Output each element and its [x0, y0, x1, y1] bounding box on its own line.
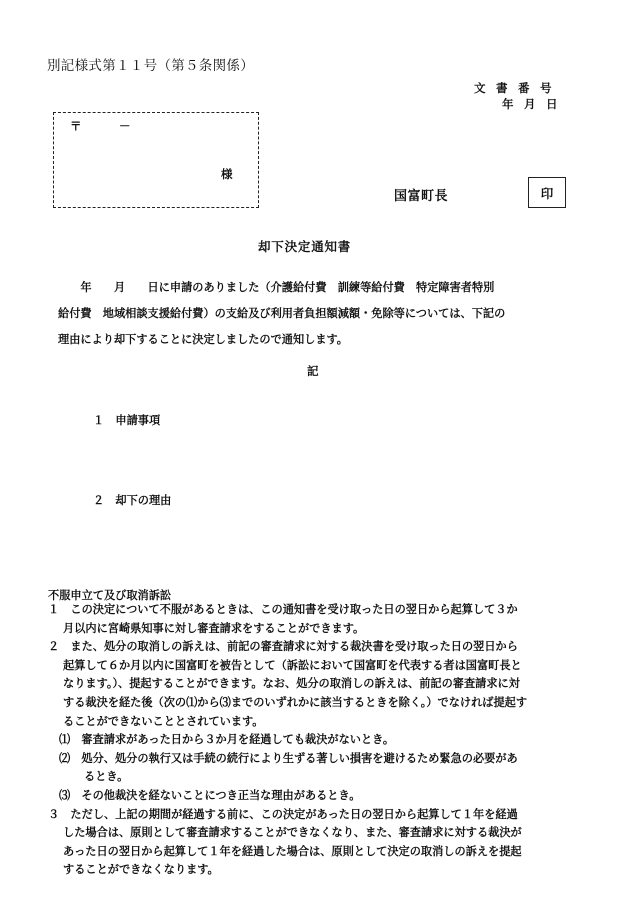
appeal-heading: 不服申立て及び取消訴訟: [48, 589, 172, 602]
notice-body-line: 年 月 日に申請のありました（介護給付費 訓練等給付費 特定障害者特別: [58, 281, 495, 294]
appeal-note-line: 起算して６か月以内に国富町を被告として（訴訟において国富町を代表する者は国富町長と: [63, 658, 522, 672]
recipient-address-box: [53, 112, 259, 208]
appeal-note-line: あった日の翌日から起算して１年を経過した場合は、原則として決定の取消しの訴えを提起: [63, 844, 522, 858]
appeal-note-line: ⑵ 処分、処分の執行又は手続の続行により生ずる著しい損害を避けるため緊急の必要があ: [59, 751, 518, 765]
application-item-label: １ 申請事項: [93, 414, 161, 427]
appeal-note-line: ２ また、処分の取消しの訴えは、前記の審査請求に対する裁決書を受け取った日の翌日から: [48, 640, 518, 654]
recipient-honorific: 様: [221, 167, 233, 181]
appeal-note-line: 月以内に宮崎県知事に対し審査請求をすることができます。: [63, 621, 365, 635]
appeal-note-line: ⑴ 審査請求があった日から３か月を経過しても裁決がないとき。: [59, 733, 395, 747]
rejection-reason-label: ２ 却下の理由: [93, 494, 172, 507]
appeal-note-line: なります。）、提起することができます。なお、処分の取消しの訴えは、前記の審査請求に対: [63, 677, 520, 691]
appeal-note-line: １ この決定について不服があるときは、この通知書を受け取った日の翌日から起算して３か: [48, 603, 518, 616]
form-number: 別記様式第１１号（第５条関係）: [47, 58, 254, 74]
document-number-label: 文書番号: [474, 81, 562, 95]
appeal-note-line: ることができないこととされています。: [63, 714, 264, 728]
appeal-note-line: ⑶ その他裁決を経ないことにつき正当な理由があるとき。: [59, 788, 361, 802]
notice-body-line: 給付費 地域相談支援給付費）の支給及び利用者負担額減額・免除等については、下記の: [58, 307, 506, 320]
appeal-note-line: することができなくなります。: [63, 863, 219, 877]
appeal-note-line: する裁決を経た後（次の⑴から⑶までのいずれかに該当するときを除く。）でなければ提起す: [63, 695, 528, 709]
ki-heading: 記: [307, 364, 319, 378]
postal-code-dash: －: [119, 119, 131, 133]
seal-box: 印: [528, 177, 566, 208]
notice-body-line: 理由により却下することに決定しましたので通知します。: [58, 333, 348, 346]
appeal-note-line: ３ ただし、上記の期間が経過する前に、この決定があった日の翌日から起算して１年を経過: [48, 807, 518, 821]
appeal-note-line: るとき。: [84, 770, 129, 784]
document-date-label: 年月日: [502, 97, 568, 111]
notice-body: [58, 275, 578, 353]
document-title: 却下決定通知書: [258, 239, 352, 254]
postal-mark: 〒: [70, 119, 82, 133]
issuer-name: 国富町長: [394, 189, 449, 204]
appeal-notes: [48, 601, 588, 880]
appeal-note-line: した場合は、原則として審査請求することができなくなり、また、審査請求に対する裁決が: [63, 826, 522, 840]
